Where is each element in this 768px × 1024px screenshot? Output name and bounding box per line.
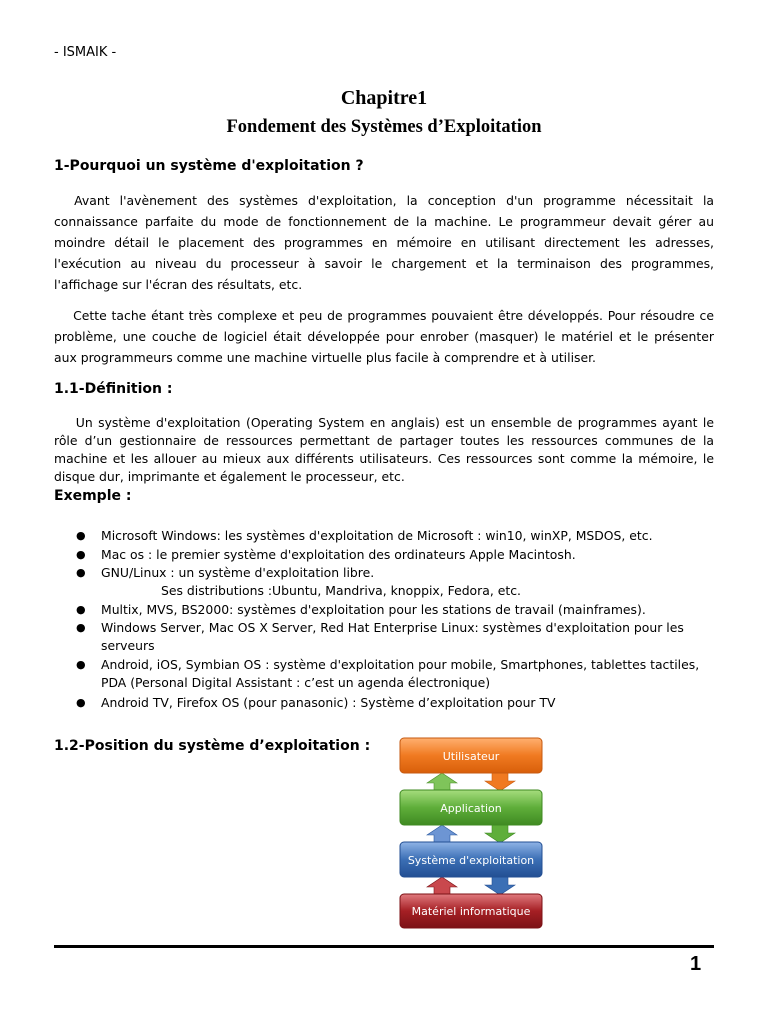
paragraph-definition: [54, 414, 714, 486]
author-header: - ISMAIK -: [54, 45, 117, 60]
example-heading: Exemple :: [54, 488, 132, 504]
paragraph-line: l'exécution au niveau du processeur à savoir le chargement et la terminaison des programmes,: [54, 256, 714, 271]
section-heading-definition: 1.1-Définition :: [54, 381, 173, 397]
list-item: [76, 564, 714, 600]
list-item: [76, 527, 714, 545]
paragraph-line: connaissance parfaite du mode de fonctionnement de la machine. Le programmeur devait gérer au: [54, 214, 714, 229]
arrow-up-icon: [427, 825, 457, 843]
paragraph-intro: [54, 190, 714, 295]
bullet-icon: ●: [76, 657, 86, 671]
layer-label: Système d'exploitation: [407, 854, 535, 867]
list-item-text: Android, iOS, Symbian OS : système d'exploitation pour mobile, Smartphones, tablettes tactiles, PDA (Personal Digital Assistant : c’est un agenda électronique): [101, 656, 700, 690]
list-item: [76, 656, 714, 692]
paragraph-line: disque dur, imprimante et également le processeur, etc.: [54, 469, 405, 484]
layer-label: Matériel informatique: [411, 905, 531, 918]
paragraph-line: l'affichage sur l'écran des résultats, etc.: [54, 277, 303, 292]
chapter-subtitle: Fondement des Systèmes d’Exploitation: [226, 117, 542, 137]
paragraph-line: Avant l'avènement des systèmes d'exploitation, la conception d'un programme nécessitait la: [54, 193, 714, 208]
arrow-up-icon: [427, 773, 457, 791]
arrow-down-icon: [485, 825, 515, 843]
paragraph-line: problème, une couche de logiciel était développée pour enrober (masquer) le matériel et le présenter: [54, 329, 714, 344]
bullet-icon: ●: [76, 602, 86, 616]
arrow-down-icon: [485, 877, 515, 895]
page-number: 1: [690, 953, 702, 975]
footer-rule: [54, 945, 714, 948]
list-item-text: Android TV, Firefox OS (pour panasonic) : Système d’exploitation pour TV: [101, 694, 556, 710]
list-item-text: Mac os : le premier système d'exploitation des ordinateurs Apple Macintosh.: [101, 546, 576, 562]
section-heading-why: 1-Pourquoi un système d'exploitation ?: [54, 158, 364, 174]
os-layer-diagram: [399, 737, 543, 929]
paragraph-line: Un système d'exploitation (Operating System en anglais) est un ensemble de programmes ayant le: [54, 415, 714, 430]
layer-application: [400, 790, 542, 825]
paragraph-complexity: [54, 305, 714, 368]
paragraph-line: rôle d’un gestionnaire de ressources permettant de partager toutes les ressources communes de la: [54, 433, 714, 448]
layer-label: Application: [440, 802, 502, 815]
section-heading-position: 1.2-Position du système d’exploitation :: [54, 738, 371, 754]
example-list: [76, 527, 714, 712]
chapter-title: Chapitre1: [340, 87, 428, 109]
arrow-up-icon: [427, 877, 457, 895]
arrow-down-icon: [485, 773, 515, 791]
list-item: [76, 546, 714, 564]
list-subitem-text: Ses distributions :Ubuntu, Mandriva, knoppix, Fedora, etc.: [161, 583, 521, 598]
list-item: [76, 601, 714, 619]
layer-systeme: [400, 842, 542, 877]
paragraph-line: aux programmeurs comme une machine virtuelle plus facile à comprendre et à utiliser.: [54, 350, 596, 365]
list-item-text: Windows Server, Mac OS X Server, Red Hat Enterprise Linux: systèmes d'exploitation pour les serveurs: [101, 620, 684, 653]
list-item-text: GNU/Linux : un système d'exploitation libre.: [101, 565, 375, 580]
bullet-icon: ●: [76, 547, 86, 561]
bullet-icon: ●: [76, 566, 86, 579]
list-item: [76, 694, 714, 712]
bullet-icon: ●: [76, 621, 86, 634]
list-item: [76, 619, 714, 655]
layer-materiel: [400, 894, 542, 928]
layer-utilisateur: [400, 738, 542, 773]
bullet-icon: ●: [76, 529, 86, 542]
paragraph-line: machine et les allouer au mieux aux différents utilisateurs. Ces ressources sont comme la mémoire, le: [54, 451, 714, 466]
list-item-text: Microsoft Windows: les systèmes d'exploitation de Microsoft : win10, winXP, MSDOS, etc.: [101, 528, 653, 543]
bullet-icon: ●: [76, 695, 86, 709]
paragraph-line: moindre détail le placement des programmes en mémoire en utilisant directement les adresses,: [54, 235, 714, 250]
paragraph-line: Cette tache étant très complexe et peu de programmes pouvaient être développés. Pour résoudre ce: [54, 308, 714, 323]
layer-label: Utilisateur: [442, 750, 500, 763]
list-item-text: Multix, MVS, BS2000: systèmes d'exploitation pour les stations de travail (mainframes).: [101, 601, 646, 617]
